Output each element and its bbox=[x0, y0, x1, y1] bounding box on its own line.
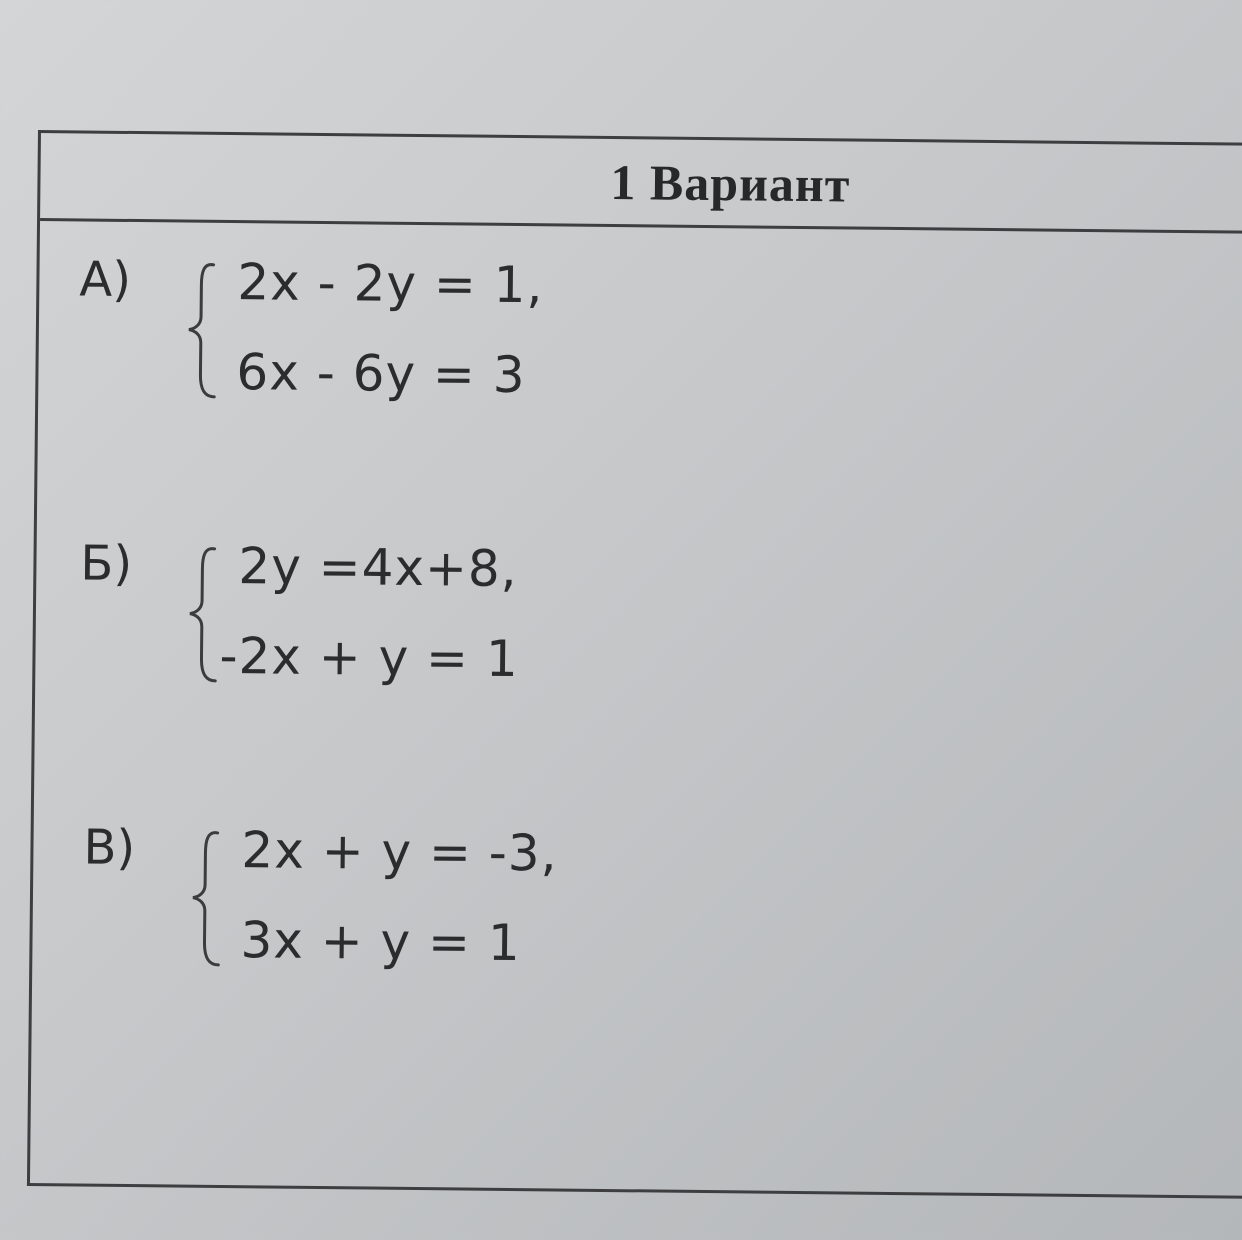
task-table bbox=[27, 130, 1242, 1199]
equation-line: 2y =4x+8, bbox=[238, 537, 518, 599]
system-label: Б) bbox=[80, 535, 133, 593]
system-label: А) bbox=[79, 251, 132, 308]
equation-line: -2x + y = 1 bbox=[219, 626, 520, 689]
equation-line: 2x - 2y = 1, bbox=[237, 253, 544, 315]
equation-line: 2x + y = -3, bbox=[241, 821, 558, 883]
equation-line: 6x - 6y = 3 bbox=[236, 343, 526, 405]
table-header-row bbox=[40, 133, 1242, 234]
curly-brace-icon bbox=[186, 823, 228, 973]
variant-title: 1 Вариант bbox=[610, 153, 851, 213]
curly-brace-icon bbox=[182, 255, 224, 405]
equation-line: 3x + y = 1 bbox=[240, 911, 521, 973]
system-label: В) bbox=[83, 819, 136, 877]
